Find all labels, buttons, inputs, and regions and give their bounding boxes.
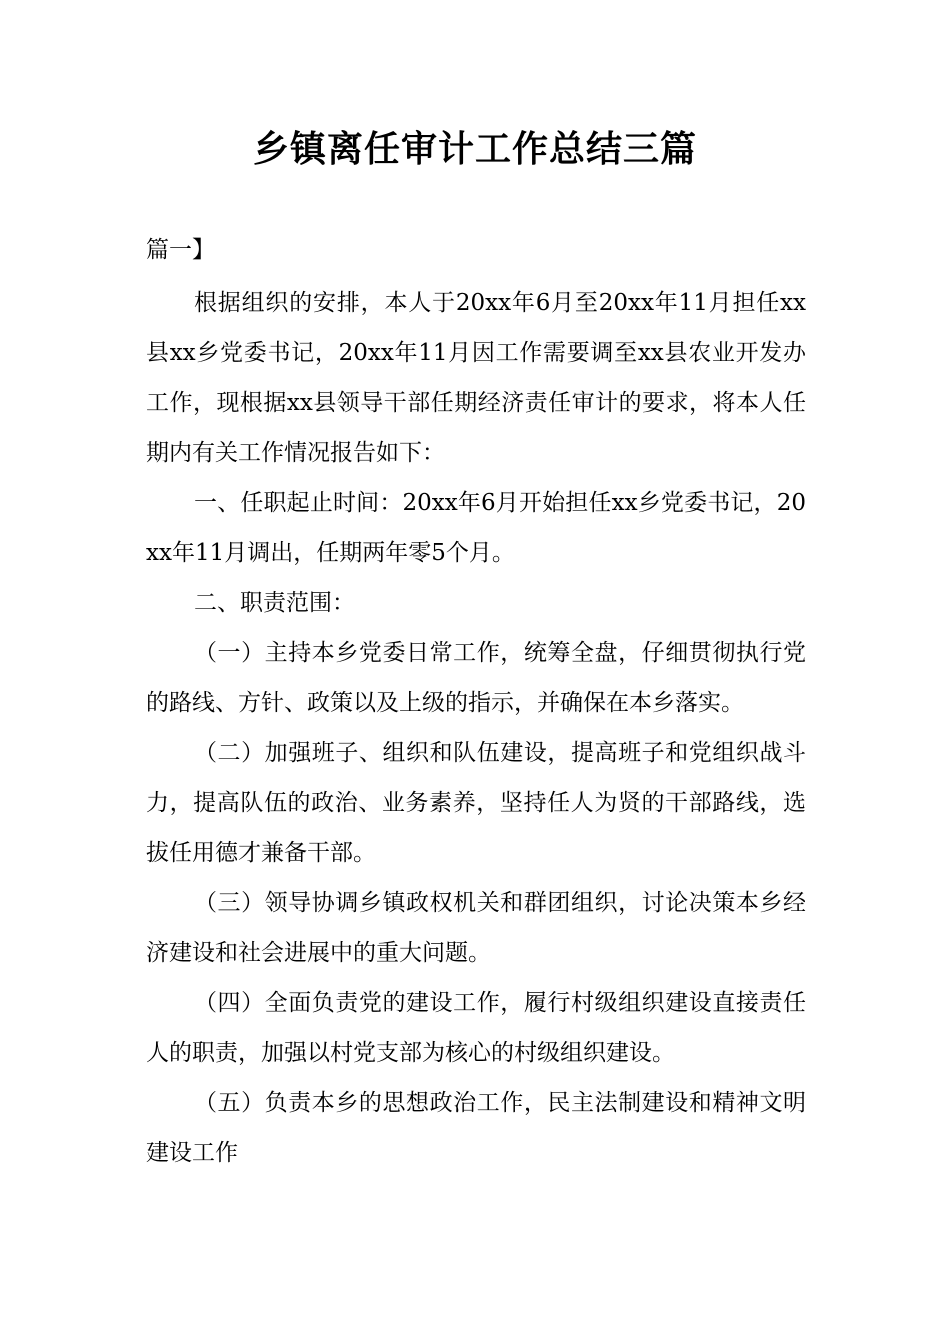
paragraph-item-1: （一）主持本乡党委日常工作，统筹全盘，仔细贯彻执行党的路线、方针、政策以及上级的指示，并确保在本乡落实。 xyxy=(146,640,806,716)
paragraph-responsibilities-heading: 二、职责范围： xyxy=(194,590,355,616)
paragraph-item-2: （二）加强班子、组织和队伍建设，提高班子和党组织战斗力，提高队伍的政治、业务素养，坚持任人为贤的干部路线，选拔任用德才兼备干部。 xyxy=(146,740,806,866)
paragraph-intro: 根据组织的安排，本人于20xx年6月至20xx年11月担任xx县xx乡党委书记，20xx年11月因工作需要调至xx县农业开发办工作，现根据xx县领导干部任期经济责任审计的要求，将本人任期内有关工作情况报告如下： xyxy=(146,290,806,466)
document-body xyxy=(146,278,806,1178)
section-label: 篇一】 xyxy=(146,237,215,263)
paragraph-item-4: （四）全面负责党的建设工作，履行村级组织建设直接责任人的职责，加强以村党支部为核心的村级组织建设。 xyxy=(146,990,806,1066)
paragraph-term-of-office: 一、任职起止时间：20xx年6月开始担任xx乡党委书记，20xx年11月调出，任期两年零5个月。 xyxy=(146,490,806,566)
document-title: 乡镇离任审计工作总结三篇 xyxy=(252,129,697,170)
paragraph-item-5: （五）负责本乡的思想政治工作，民主法制建设和精神文明建设工作 xyxy=(146,1090,806,1166)
paragraph-item-3: （三）领导协调乡镇政权机关和群团组织，讨论决策本乡经济建设和社会进展中的重大问题。 xyxy=(146,890,806,966)
